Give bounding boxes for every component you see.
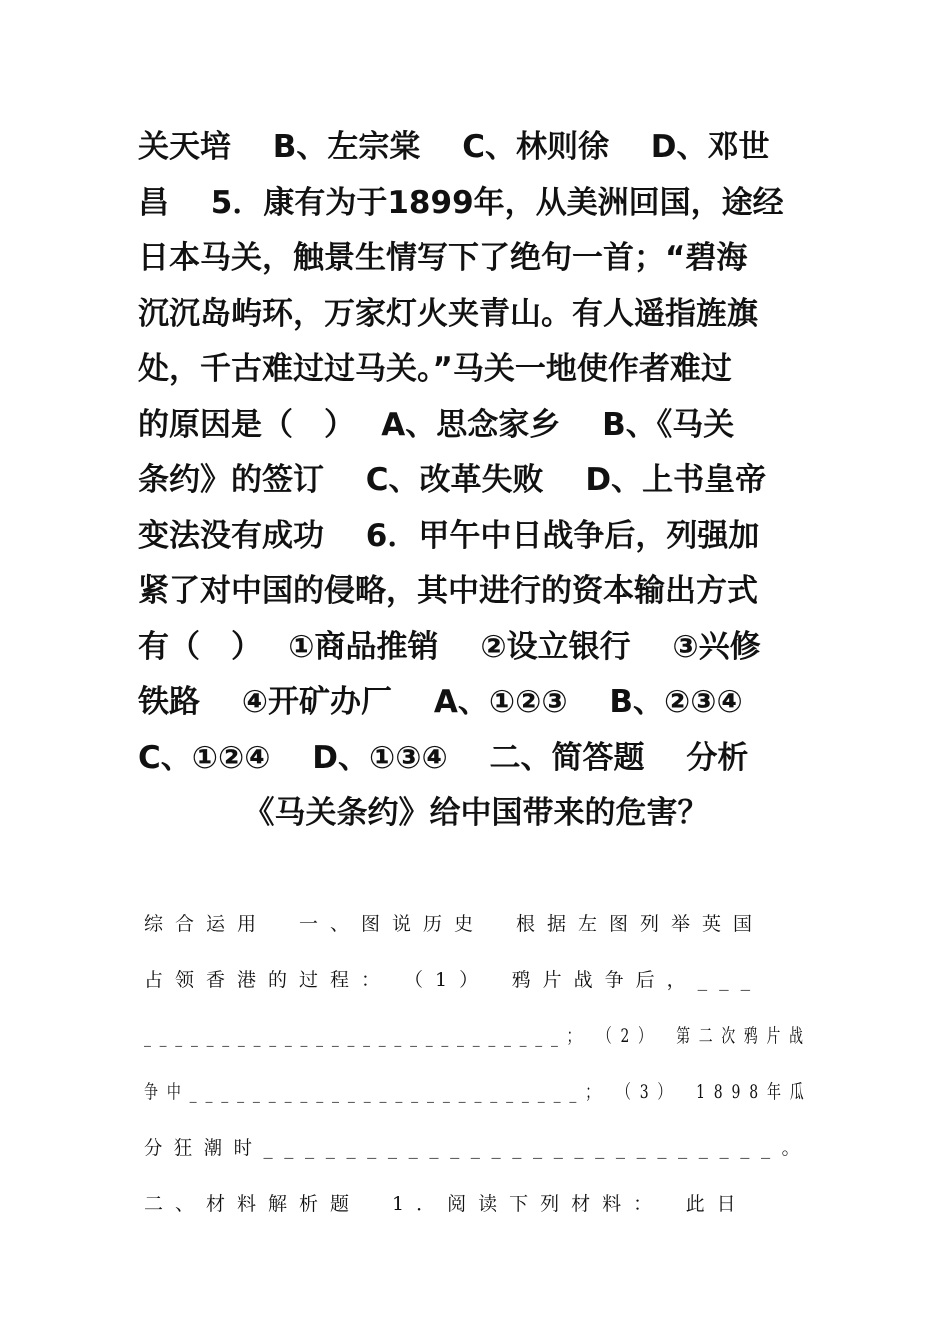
text-line: C、①②④ D、①③④ 二、简答题 分析 bbox=[138, 739, 749, 776]
exercise-text-block bbox=[144, 896, 812, 1232]
exercise-line: 分狂潮时_________________________。 bbox=[144, 1137, 812, 1159]
exercise-line: 争中_________________________； （3） 1898年瓜 bbox=[144, 1081, 813, 1103]
text-line: 关天培 B、左宗棠 C、林则徐 D、邓世 bbox=[138, 129, 770, 165]
exercise-line: 综合运用 一、图说历史 根据左图列举英国 bbox=[144, 913, 765, 935]
exercise-line: 占领香港的过程： （1） 鸦片战争后，___ bbox=[144, 969, 763, 991]
text-line: 铁路 ④开矿办厂 A、①②③ B、②③④ bbox=[138, 684, 743, 720]
text-line-centered: 《马关条约》给中国带来的危害？ bbox=[243, 795, 709, 831]
text-line: 的原因是（ ） A、思念家乡 B、《马关 bbox=[138, 406, 735, 443]
exercise-line: 二、材料解析题 1．阅读下列材料： 此日 bbox=[144, 1193, 748, 1215]
text-line: 变法没有成功 6．甲午中日战争后，列强加 bbox=[138, 517, 760, 554]
text-line: 昌 5．康有为于1899年，从美洲回国，途经 bbox=[138, 184, 784, 221]
question-text-block bbox=[138, 120, 814, 842]
text-line: 日本马关，触景生情写下了绝句一首；“碧海 bbox=[138, 240, 748, 276]
text-line: 有（ ） ①商品推销 ②设立银行 ③兴修 bbox=[138, 628, 761, 665]
text-line: 沉沉岛屿环，万家灯火夹青山。有人遥指旌旗 bbox=[138, 295, 758, 332]
text-line: 处，千古难过过马关。”马关一地使作者难过 bbox=[138, 351, 732, 387]
text-line: 条约》的签订 C、改革失败 D、上书皇帝 bbox=[138, 462, 767, 498]
text-line: 紧了对中国的侵略，其中进行的资本输出方式 bbox=[138, 573, 758, 609]
exercise-line: ___________________________； （2） 第二次鸦片战 bbox=[144, 1025, 812, 1047]
